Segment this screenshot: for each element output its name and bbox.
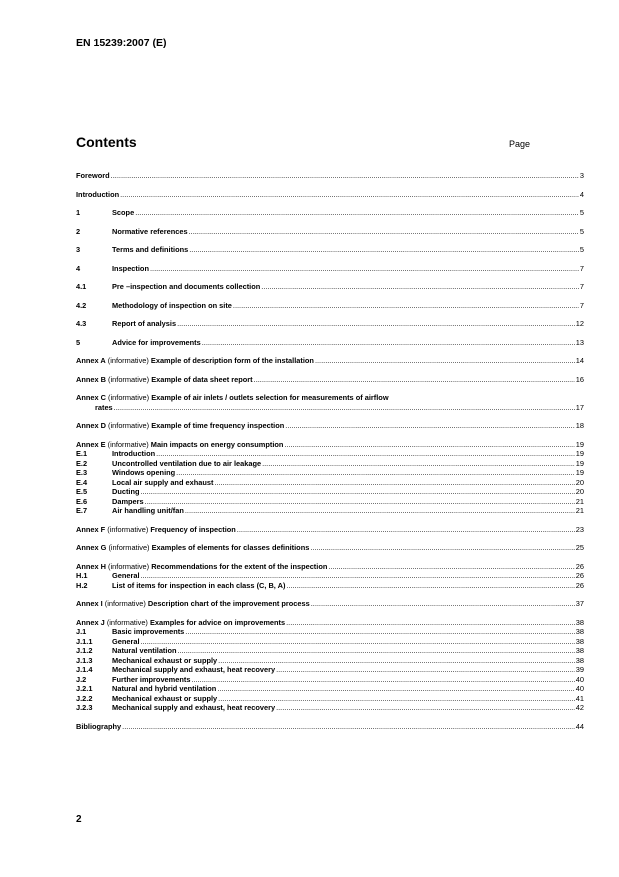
- toc-text: Ducting: [112, 487, 140, 496]
- toc-text: Example of time frequency inspection: [151, 421, 285, 430]
- toc-annex-label: Annex A: [76, 356, 106, 365]
- toc-leader: [261, 282, 579, 292]
- toc-informative: (informative): [104, 599, 146, 608]
- toc-informative: (informative): [106, 617, 148, 627]
- toc-leader: [177, 319, 575, 329]
- toc-informative: (informative): [108, 374, 150, 384]
- toc-text: Foreword: [76, 171, 110, 180]
- toc-leader: [156, 449, 575, 459]
- toc-page: 18: [575, 421, 584, 430]
- toc-text: Introduction: [76, 189, 120, 199]
- toc-leader: [254, 375, 575, 385]
- toc-j-2-1[interactable]: [76, 684, 584, 694]
- toc-informative: (informative): [107, 439, 149, 449]
- toc-page: 21: [575, 506, 584, 515]
- toc-number: 4.2: [76, 300, 87, 310]
- toc-introduction[interactable]: [76, 190, 584, 200]
- toc-page: 5: [579, 226, 584, 236]
- toc-leader: [262, 459, 575, 469]
- toc-number: J.1.2: [76, 646, 93, 655]
- toc-annex-d[interactable]: [76, 421, 584, 431]
- toc-j-1-4[interactable]: [76, 665, 584, 675]
- toc-text: Natural ventilation: [112, 646, 177, 655]
- toc-e-4[interactable]: [76, 478, 584, 488]
- toc-leader: [284, 440, 574, 450]
- toc-annex-label: Annex E: [76, 439, 106, 449]
- toc-page: 25: [575, 543, 584, 552]
- document-header: EN 15239:2007 (E): [76, 37, 167, 49]
- toc-text: Natural and hybrid ventilation: [112, 684, 217, 693]
- toc-leader: [150, 264, 579, 274]
- toc-j-1[interactable]: [76, 627, 584, 637]
- toc-page: 23: [575, 524, 584, 534]
- toc-section-4[interactable]: [76, 264, 584, 274]
- toc-page: 16: [575, 374, 584, 384]
- toc-text: General: [112, 636, 140, 646]
- toc-text: Main impacts on energy consumption: [150, 439, 284, 449]
- toc-page: 5: [579, 245, 584, 254]
- toc-leader: [202, 338, 575, 348]
- toc-e-2[interactable]: [76, 459, 584, 469]
- toc-j-2[interactable]: [76, 675, 584, 685]
- toc-text-continued: rates: [95, 402, 113, 412]
- toc-text: Scope: [112, 208, 135, 217]
- toc-foreword[interactable]: [76, 171, 584, 181]
- toc-leader: [286, 618, 575, 628]
- toc-annex-b[interactable]: [76, 375, 584, 385]
- toc-page: 7: [579, 282, 584, 291]
- toc-text: Description chart of the improvement process: [147, 599, 310, 608]
- toc-j-1-1[interactable]: [76, 637, 584, 647]
- toc-leader: [111, 171, 579, 181]
- toc-page: 19: [575, 449, 584, 458]
- toc-text: Frequency of inspection: [150, 524, 236, 534]
- toc-number: E.3: [76, 468, 88, 477]
- toc-page: 38: [575, 627, 584, 636]
- toc-informative: (informative): [107, 356, 149, 365]
- toc-annex-g[interactable]: [76, 543, 584, 553]
- toc-leader: [176, 468, 575, 478]
- toc-leader: [189, 245, 579, 255]
- toc-page: 19: [575, 458, 584, 468]
- toc-page: 13: [575, 337, 584, 347]
- toc-page: 3: [579, 171, 584, 180]
- toc-e-1[interactable]: [76, 449, 584, 459]
- toc-leader: [185, 506, 575, 516]
- toc-page: 5: [579, 208, 584, 217]
- toc-leader: [141, 487, 575, 497]
- toc-page: 26: [575, 580, 584, 590]
- toc-j-2-3[interactable]: [76, 703, 584, 713]
- toc-page: 19: [575, 439, 584, 449]
- toc-leader: [218, 694, 575, 704]
- toc-text: Mechanical exhaust or supply: [112, 693, 218, 703]
- toc-number: 2: [76, 226, 81, 236]
- toc-number: J.1.3: [76, 655, 93, 665]
- toc-section-4-2[interactable]: [76, 301, 584, 311]
- toc-annex-label: Annex G: [76, 543, 107, 552]
- toc-text: Examples for advice on improvements: [149, 617, 286, 627]
- toc-text: Dampers: [112, 496, 144, 506]
- toc-text: Windows opening: [112, 468, 176, 477]
- page-column-label: Page: [509, 139, 531, 149]
- toc-annex-label: Annex I: [76, 599, 103, 608]
- toc-page: 42: [575, 703, 584, 712]
- toc-page: 19: [575, 468, 584, 477]
- toc-leader: [237, 525, 575, 535]
- toc-informative: (informative): [108, 561, 150, 571]
- toc-section-2[interactable]: [76, 227, 584, 237]
- toc-leader: [311, 599, 575, 609]
- toc-informative: (informative): [108, 393, 150, 402]
- toc-number: 5: [76, 337, 81, 347]
- toc-j-1-2[interactable]: [76, 646, 584, 656]
- toc-number: H.2: [76, 580, 88, 590]
- toc-leader: [276, 703, 575, 713]
- toc-annex-j[interactable]: [76, 618, 584, 628]
- toc-e-6[interactable]: [76, 497, 584, 507]
- toc-page: 41: [575, 693, 584, 703]
- toc-page: 7: [579, 263, 584, 273]
- toc-leader: [114, 403, 575, 413]
- toc-page: 40: [575, 674, 584, 684]
- toc-bibliography[interactable]: [76, 722, 584, 732]
- toc-e-3[interactable]: [76, 468, 584, 478]
- toc-leader: [122, 722, 575, 732]
- toc-informative: (informative): [108, 421, 150, 430]
- toc-text: Mechanical exhaust or supply: [112, 655, 218, 665]
- toc-annex-label: Annex D: [76, 421, 106, 430]
- toc-text: Mechanical supply and exhaust, heat recovery: [112, 703, 276, 712]
- toc-j-1-3[interactable]: [76, 656, 584, 666]
- toc-text: Uncontrolled ventilation due to air leakage: [112, 458, 262, 468]
- toc-leader: [135, 208, 579, 218]
- toc-leader: [120, 190, 579, 200]
- toc-number: 4.1: [76, 282, 87, 291]
- toc-text: Normative references: [112, 226, 188, 236]
- toc-leader: [145, 497, 575, 507]
- toc-text: Basic improvements: [112, 627, 185, 636]
- toc-leader: [233, 301, 579, 311]
- toc-text: Terms and definitions: [112, 245, 189, 254]
- toc-leader: [315, 356, 575, 366]
- toc-number: E.6: [76, 496, 88, 506]
- toc-number: 4: [76, 263, 81, 273]
- toc-text: Report of analysis: [112, 319, 177, 328]
- toc-number: 3: [76, 245, 81, 254]
- toc-leader: [328, 562, 574, 572]
- toc-page: 38: [575, 646, 584, 655]
- toc-leader: [218, 656, 575, 666]
- toc-page: 7: [579, 300, 584, 310]
- toc-leader: [191, 675, 574, 685]
- toc-annex-i[interactable]: [76, 599, 584, 609]
- toc-annex-e[interactable]: [76, 440, 584, 450]
- toc-text: Example of air inlets / outlets selection for measurements of airflow: [151, 393, 389, 402]
- toc-leader: [141, 571, 575, 581]
- toc-text: Bibliography: [76, 721, 122, 731]
- table-of-contents: [76, 171, 584, 731]
- toc-informative: (informative): [108, 543, 150, 552]
- toc-leader: [310, 543, 574, 553]
- toc-page: 38: [575, 655, 584, 665]
- toc-text: List of items for inspection in each class (C, B, A): [112, 580, 286, 590]
- toc-e-5[interactable]: [76, 487, 584, 497]
- toc-section-5[interactable]: [76, 338, 584, 348]
- toc-number: 1: [76, 208, 81, 217]
- toc-number: E.2: [76, 458, 88, 468]
- toc-page: 14: [575, 356, 584, 365]
- toc-annex-c[interactable]: [76, 393, 584, 412]
- toc-page: 20: [575, 487, 584, 496]
- toc-section-3[interactable]: [76, 245, 584, 255]
- toc-text: Example of description form of the installation: [150, 356, 314, 365]
- toc-text: Mechanical supply and exhaust, heat recovery: [112, 665, 276, 674]
- toc-annex-label: Annex H: [76, 561, 106, 571]
- toc-leader: [189, 227, 579, 237]
- toc-text: Inspection: [112, 263, 149, 273]
- toc-page: 38: [575, 636, 584, 646]
- toc-number: J.2.2: [76, 693, 93, 703]
- toc-annex-label: Annex J: [76, 617, 105, 627]
- toc-page: 39: [575, 665, 584, 674]
- toc-text: Recommendations for the extent of the inspection: [151, 561, 328, 571]
- toc-annex-label: Annex C: [76, 393, 106, 402]
- toc-page: 20: [575, 477, 584, 487]
- toc-page: 40: [575, 684, 584, 693]
- toc-number: J.2.1: [76, 684, 93, 693]
- toc-page: 38: [575, 617, 584, 627]
- toc-page: 12: [575, 319, 584, 328]
- toc-page: 26: [575, 571, 584, 580]
- toc-informative: (informative): [107, 524, 149, 534]
- toc-section-1[interactable]: [76, 208, 584, 218]
- page-title: Contents: [76, 134, 137, 150]
- toc-page: 17: [575, 402, 584, 412]
- toc-leader: [185, 627, 574, 637]
- toc-j-2-2[interactable]: [76, 694, 584, 704]
- toc-number: 4.3: [76, 319, 87, 328]
- toc-leader: [214, 478, 574, 488]
- toc-annex-h[interactable]: [76, 562, 584, 572]
- toc-number: E.1: [76, 449, 88, 458]
- toc-number: J.1.1: [76, 636, 93, 646]
- toc-h-2[interactable]: [76, 581, 584, 591]
- toc-leader: [217, 684, 574, 694]
- toc-number: E.4: [76, 477, 88, 487]
- toc-annex-a[interactable]: [76, 356, 584, 366]
- toc-page: 44: [575, 721, 584, 731]
- toc-page: 26: [575, 561, 584, 571]
- toc-annex-label: Annex B: [76, 374, 106, 384]
- toc-leader: [276, 665, 575, 675]
- toc-text: Air handling unit/fan: [112, 506, 184, 515]
- toc-number: J.2: [76, 674, 87, 684]
- toc-page: 37: [575, 599, 584, 608]
- toc-leader: [141, 637, 575, 647]
- toc-text: Further improvements: [112, 674, 191, 684]
- toc-page: 4: [579, 189, 584, 199]
- toc-page: 21: [575, 496, 584, 506]
- toc-number: J.1: [76, 627, 87, 636]
- toc-text: Advice for improvements: [112, 337, 201, 347]
- toc-text: Introduction: [112, 449, 156, 458]
- toc-text: Pre –inspection and documents collection: [112, 282, 261, 291]
- toc-leader: [177, 646, 574, 656]
- toc-text: Example of data sheet report: [151, 374, 253, 384]
- toc-number: J.2.3: [76, 703, 93, 712]
- toc-number: H.1: [76, 571, 88, 580]
- toc-number: J.1.4: [76, 665, 93, 674]
- toc-section-4-1[interactable]: [76, 282, 584, 292]
- toc-text: General: [112, 571, 140, 580]
- toc-number: E.7: [76, 506, 88, 515]
- toc-number: E.5: [76, 487, 88, 496]
- toc-section-4-3[interactable]: [76, 319, 584, 329]
- toc-leader: [285, 421, 575, 431]
- toc-annex-label: Annex F: [76, 524, 106, 534]
- page-number: 2: [76, 814, 82, 825]
- toc-text: Examples of elements for classes definitions: [151, 543, 310, 552]
- toc-text: Local air supply and exhaust: [112, 477, 214, 487]
- toc-e-7[interactable]: [76, 506, 584, 516]
- toc-h-1[interactable]: [76, 571, 584, 581]
- toc-annex-f[interactable]: [76, 525, 584, 535]
- toc-text: Methodology of inspection on site: [112, 300, 232, 310]
- toc-leader: [286, 581, 574, 591]
